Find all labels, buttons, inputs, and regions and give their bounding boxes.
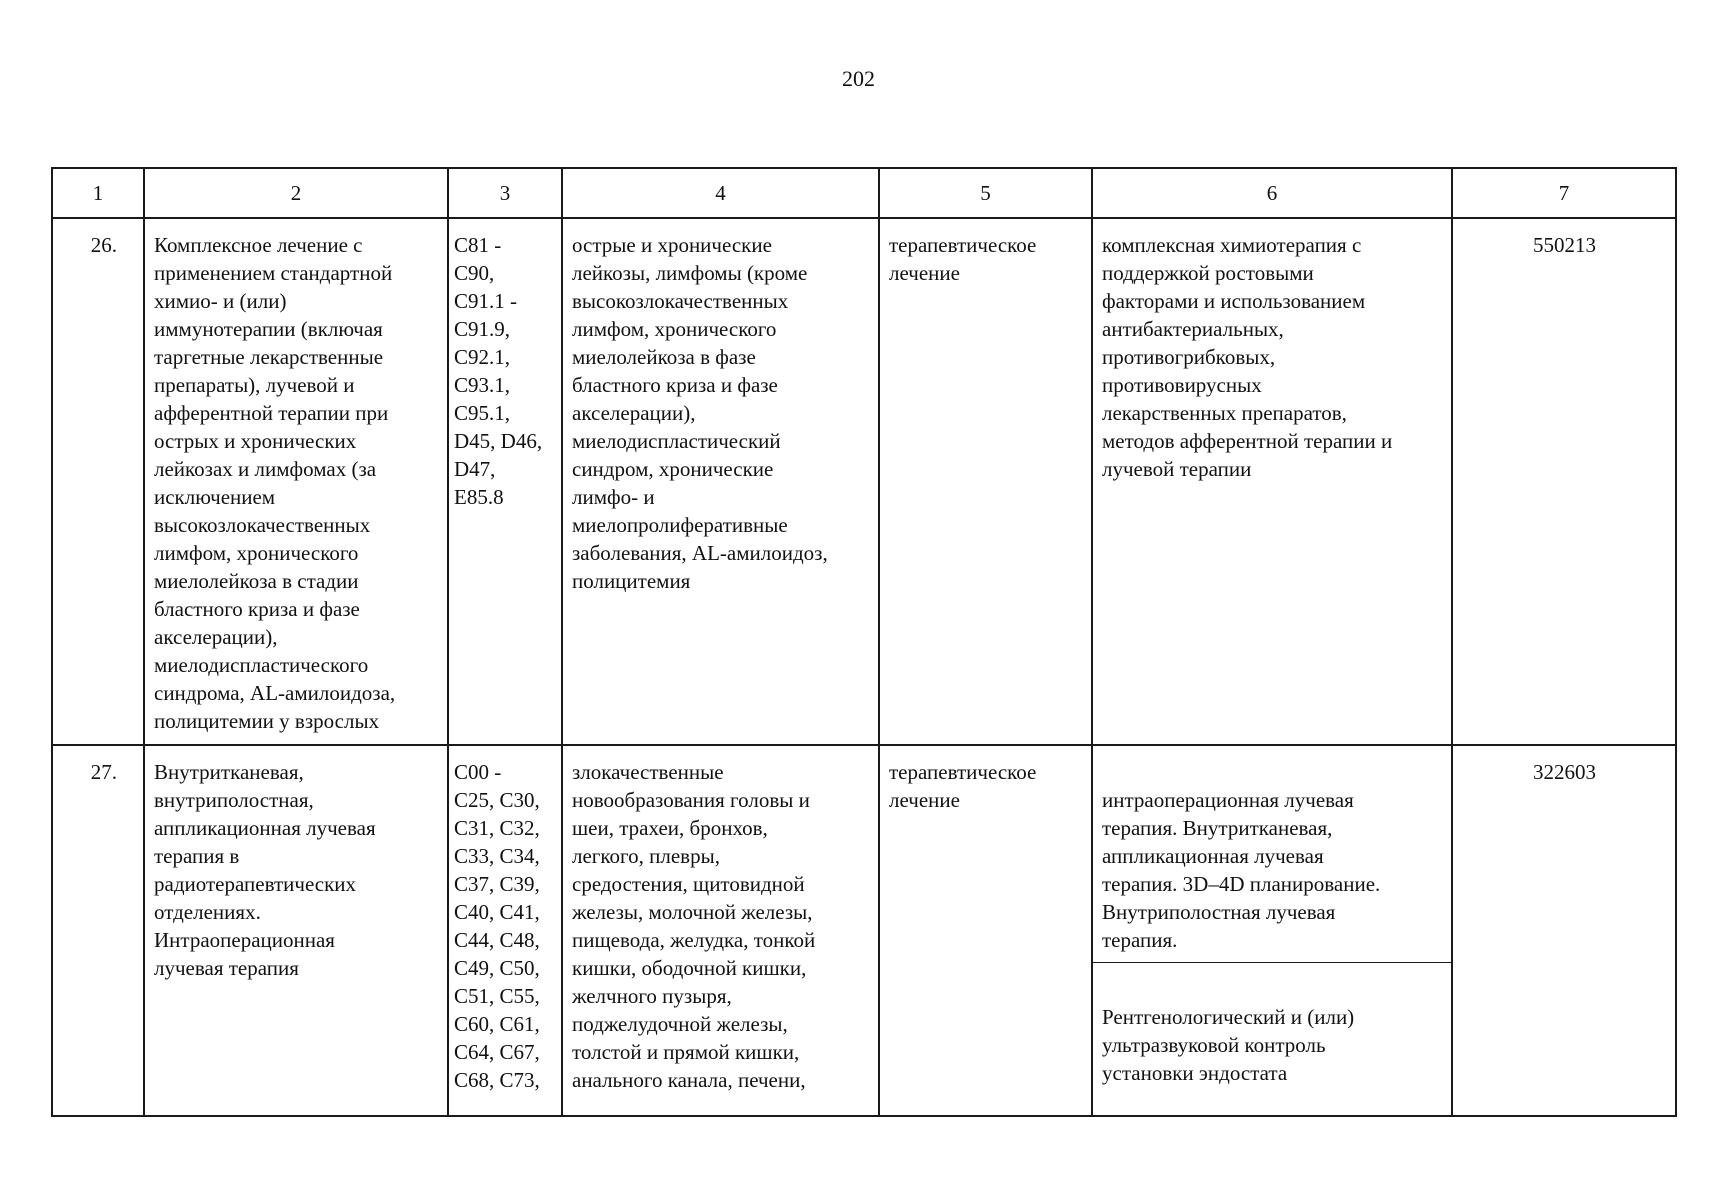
treatment-method: интраоперационная лучевая терапия. Внутритканевая, аппликационная лучевая терапия. 3D–4D планирование. Внутриполостная лучевая терапия. [1093, 774, 1451, 963]
column-header: 4 [562, 168, 879, 218]
column-header: 6 [1092, 168, 1452, 218]
treatment-type: терапевтическое лечение [879, 218, 1092, 745]
icd-codes: C81 - C90, C91.1 - C91.9, C92.1, C93.1, C95.1, D45, D46, D47, E85.8 [448, 218, 562, 745]
column-header: 7 [1452, 168, 1676, 218]
table-header-row [52, 168, 1676, 218]
treatment-method-cell [1092, 745, 1452, 1116]
column-header: 5 [879, 168, 1092, 218]
row-number: 26. [52, 218, 144, 745]
row-number: 27. [52, 745, 144, 1116]
icd-codes: C00 - C25, C30, C31, C32, C33, C34, C37, C39, C40, C41, C44, C48, C49, C50, C51, C55, C60, C61, C64, C67, C68, C73, [448, 745, 562, 1116]
column-header: 2 [144, 168, 448, 218]
service-name: Внутритканевая, внутриполостная, аппликационная лучевая терапия в радиотерапевтических отделениях. Интраоперационная лучевая терапия [144, 745, 448, 1116]
table-row [52, 218, 1676, 745]
normative-cost: 550213 [1452, 218, 1676, 745]
service-name: Комплексное лечение с применением стандартной химио- и (или) иммунотерапии (включая таргетные лекарственные препараты), лучевой и афферентной терапии при острых и хронических лейкозах и лимфомах (за исключением высокозлокачественных лимфом, хронического миелолейкоза в стадии бластного криза и фазе акселерации), миелодиспластического синдрома, AL-амилоидоза, полицитемии у взрослых [144, 218, 448, 745]
services-table [51, 167, 1677, 1117]
treatment-type: терапевтическое лечение [879, 745, 1092, 1116]
table-row [52, 745, 1676, 1116]
column-header: 3 [448, 168, 562, 218]
column-header: 1 [52, 168, 144, 218]
normative-cost: 322603 [1452, 745, 1676, 1116]
treatment-method: комплексная химиотерапия с поддержкой ростовыми факторами и использованием антибактериальных, противогрибковых, противовирусных лекарственных препаратов, методов афферентной терапии и лучевой терапии [1092, 218, 1452, 745]
treatment-method-control: Рентгенологический и (или) ультразвуковой контроль установки эндостата [1102, 1005, 1355, 1085]
page-number: 202 [842, 66, 875, 91]
patient-model: злокачественные новообразования головы и шеи, трахеи, бронхов, легкого, плевры, средостения, щитовидной железы, молочной железы, пищевода, желудка, тонкой кишки, ободочной кишки, желчного пузыря, поджелудочной железы, толстой и прямой кишки, анального канала, печени, [562, 745, 879, 1116]
patient-model: острые и хронические лейкозы, лимфомы (кроме высокозлокачественных лимфом, хронического миелолейкоза в фазе бластного криза и фазе акселерации), миелодиспластический синдром, хронические лимфо- и миелопролиферативные заболевания, AL-амилоидоз, полицитемия [562, 218, 879, 745]
